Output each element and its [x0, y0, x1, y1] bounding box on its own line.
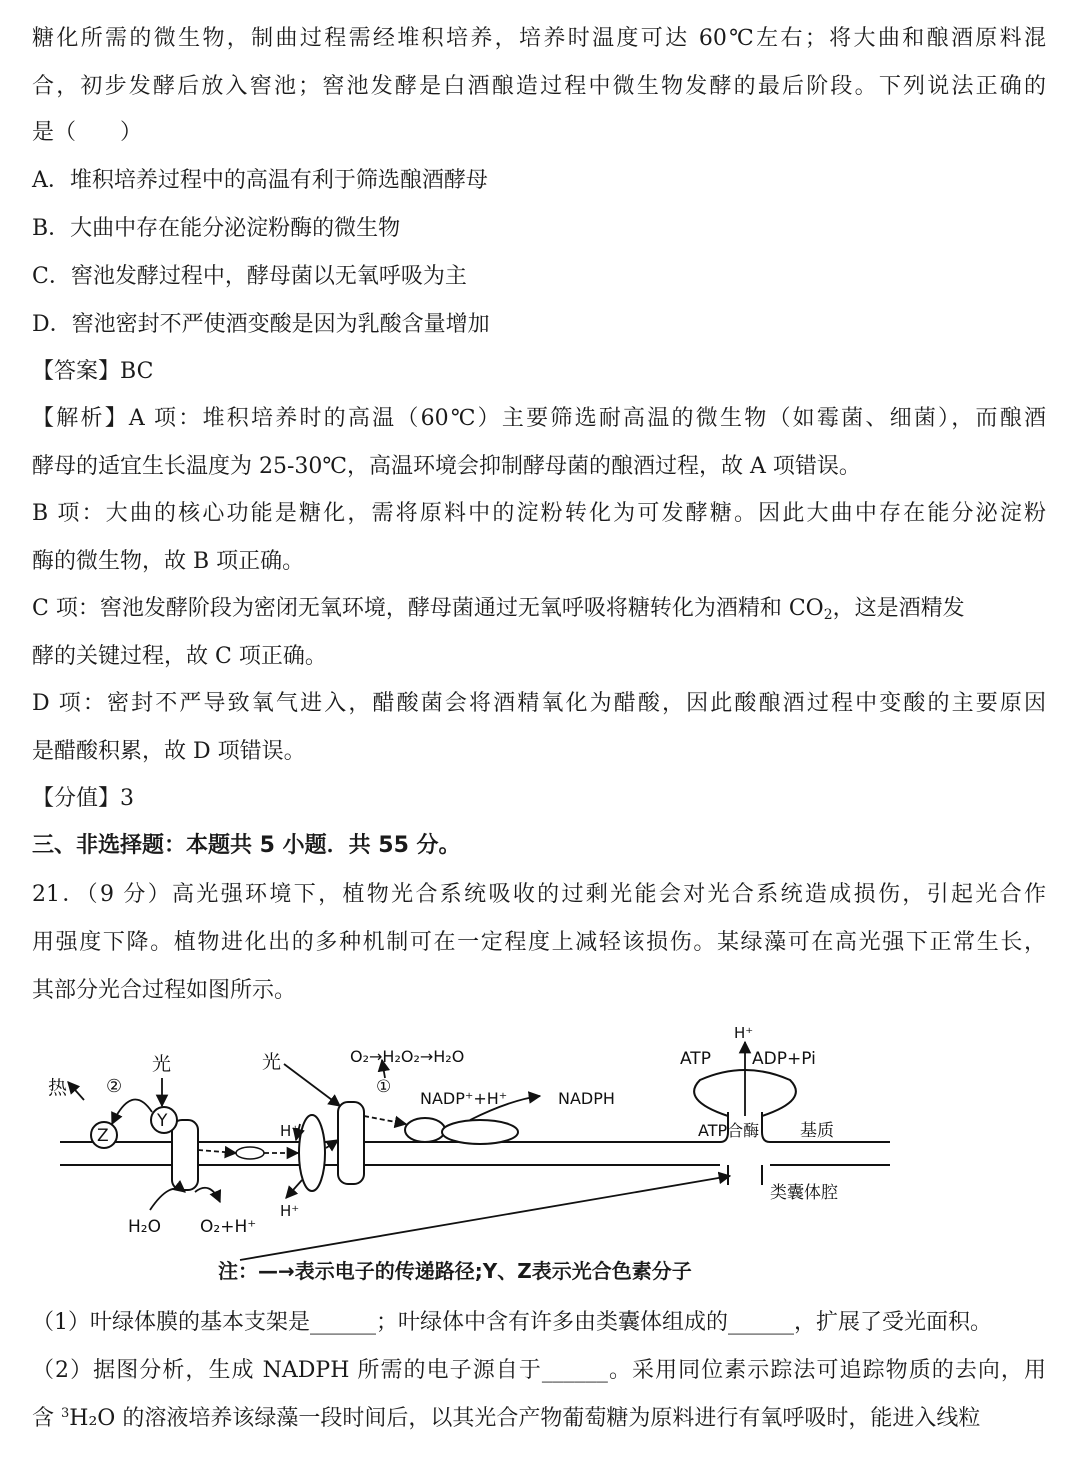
q20-stem-line-1: 糖化所需的微生物，制曲过程需经堆积培养，培养时温度可达 60℃左右；将大曲和酿酒原料混: [32, 26, 1046, 51]
q20-analysis-a-line-2: 酵母的适宜生长温度为 25-30℃，高温环境会抑制酵母菌的酿酒过程，故 A 项错误。: [32, 454, 861, 479]
atp-label: ATP: [680, 1049, 711, 1069]
nadph-label: NADPH: [558, 1089, 615, 1108]
h-top-label: H⁺: [734, 1024, 754, 1042]
q21-sub-1: （1）叶绿体膜的基本支架是______；叶绿体中含有许多由类囊体组成的______，扩展了受光面积。: [32, 1310, 992, 1335]
h-lower-label: H⁺: [280, 1202, 300, 1220]
q20-stem-line-3: 是（ ）: [32, 120, 143, 145]
q20-analysis-d-line-2: 是醋酸积累，故 D 项错误。: [32, 739, 306, 764]
q20-analysis-c-line-2: 酵的关键过程，故 C 项正确。: [32, 644, 327, 669]
nadp-reductase: [442, 1120, 518, 1144]
photosynthesis-diagram: [40, 1020, 910, 1295]
q20-analysis-b-line-1: B 项：大曲的核心功能是糖化，需将原料中的淀粉转化为可发酵糖。因此大曲中存在能分泌淀粉: [32, 501, 1046, 526]
q20-analysis-a-line-1: 【解析】A 项：堆积培养时的高温（60℃）主要筛选耐高温的微生物（如霉菌、细菌），而酿酒: [32, 406, 1046, 431]
q20-option-b: B．大曲中存在能分泌淀粉酶的微生物: [32, 216, 401, 241]
q21-sub-2-post: H₂O 的溶液培养该绿藻一段时间后，以其光合产物葡萄糖为原料进行有氧呼吸时，能进入线粒: [69, 1406, 981, 1431]
q20-option-d: D．窖池密封不严使酒变酸是因为乳酸含量增加: [32, 312, 490, 337]
q20-option-c: C．窖池发酵过程中，酵母菌以无氧呼吸为主: [32, 264, 467, 289]
light-label-1: 光: [152, 1053, 172, 1075]
q20-analysis-c-line-1: [32, 594, 1046, 624]
q20-stem-line-2: 合，初步发酵后放入窖池；窖池发酵是白酒酿造过程中微生物发酵的最后阶段。下列说法正确的: [32, 74, 1046, 99]
h2o-label: H₂O: [128, 1217, 161, 1237]
light-label-2: 光: [262, 1051, 282, 1073]
q20-analysis-c-sub: 2: [823, 607, 833, 623]
q21-sub-2-pre: 含: [32, 1406, 61, 1431]
q21-stem-line-1: 21．（9 分）高光强环境下，植物光合系统吸收的过剩光能会对光合系统造成损伤，引起光合作: [32, 882, 1046, 907]
electron-carrier: [236, 1147, 264, 1159]
photosystem-i: [338, 1102, 364, 1184]
pigment-y-label: Y: [157, 1111, 168, 1131]
q20-option-a: A．堆积培养过程中的高温有利于筛选酿酒酵母: [32, 168, 488, 193]
nadp-label: NADP⁺+H⁺: [420, 1089, 508, 1108]
figure-caption: 注：—→表示电子的传递路径;Y、Z表示光合色素分子: [218, 1259, 692, 1283]
section3-heading: 三、非选择题：本题共 5 小题．共 55 分。: [32, 833, 461, 858]
q20-analysis-b-line-2: 酶的微生物，故 B 项正确。: [32, 549, 305, 574]
o2h-label: O₂+H⁺: [200, 1217, 257, 1237]
pigment-z-label: Z: [97, 1126, 109, 1146]
q21-stem-line-3: 其部分光合过程如图所示。: [32, 978, 297, 1003]
cytochrome-complex: [299, 1115, 325, 1191]
atp-synthase-label: ATP合酶: [698, 1121, 760, 1140]
q21-sub-2-sup: 3: [61, 1406, 70, 1421]
circle-1-label: ①: [376, 1077, 392, 1097]
h-upper-label: H⁺: [280, 1122, 300, 1140]
q21-sub-2-line-2: [32, 1404, 1046, 1434]
q20-answer: 【答案】BC: [32, 359, 154, 384]
o2-chain-label: O₂→H₂O₂→H₂O: [350, 1047, 465, 1066]
lumen-label: 类囊体腔: [770, 1183, 838, 1203]
heat-label: 热: [48, 1077, 68, 1099]
q21-sub-2-line-1: （2）据图分析，生成 NADPH 所需的电子源自于______。采用同位素示踪法可追踪物质的去向，用: [32, 1358, 1046, 1383]
stroma-label: 基质: [800, 1121, 834, 1141]
q20-analysis-d-line-1: D 项：密封不严导致氧气进入，醋酸菌会将酒精氧化为醋酸，因此酸酿酒过程中变酸的主要原因: [32, 691, 1046, 716]
q20-analysis-c-post: ，这是酒精发: [832, 596, 965, 621]
q20-score: 【分值】3: [32, 786, 134, 811]
q20-analysis-c-pre: C 项：窖池发酵阶段为密闭无氧环境，酵母菌通过无氧呼吸将糖转化为酒精和 CO: [32, 596, 824, 621]
ferredoxin: [405, 1118, 445, 1142]
q21-stem-line-2: 用强度下降。植物进化出的多种机制可在一定程度上减轻该损伤。某绿藻可在高光强下正常生长，: [32, 930, 1046, 955]
circle-2-label: ②: [106, 1076, 123, 1097]
adp-label: ADP+Pi: [752, 1049, 816, 1069]
photosystem-ii: [172, 1120, 198, 1190]
